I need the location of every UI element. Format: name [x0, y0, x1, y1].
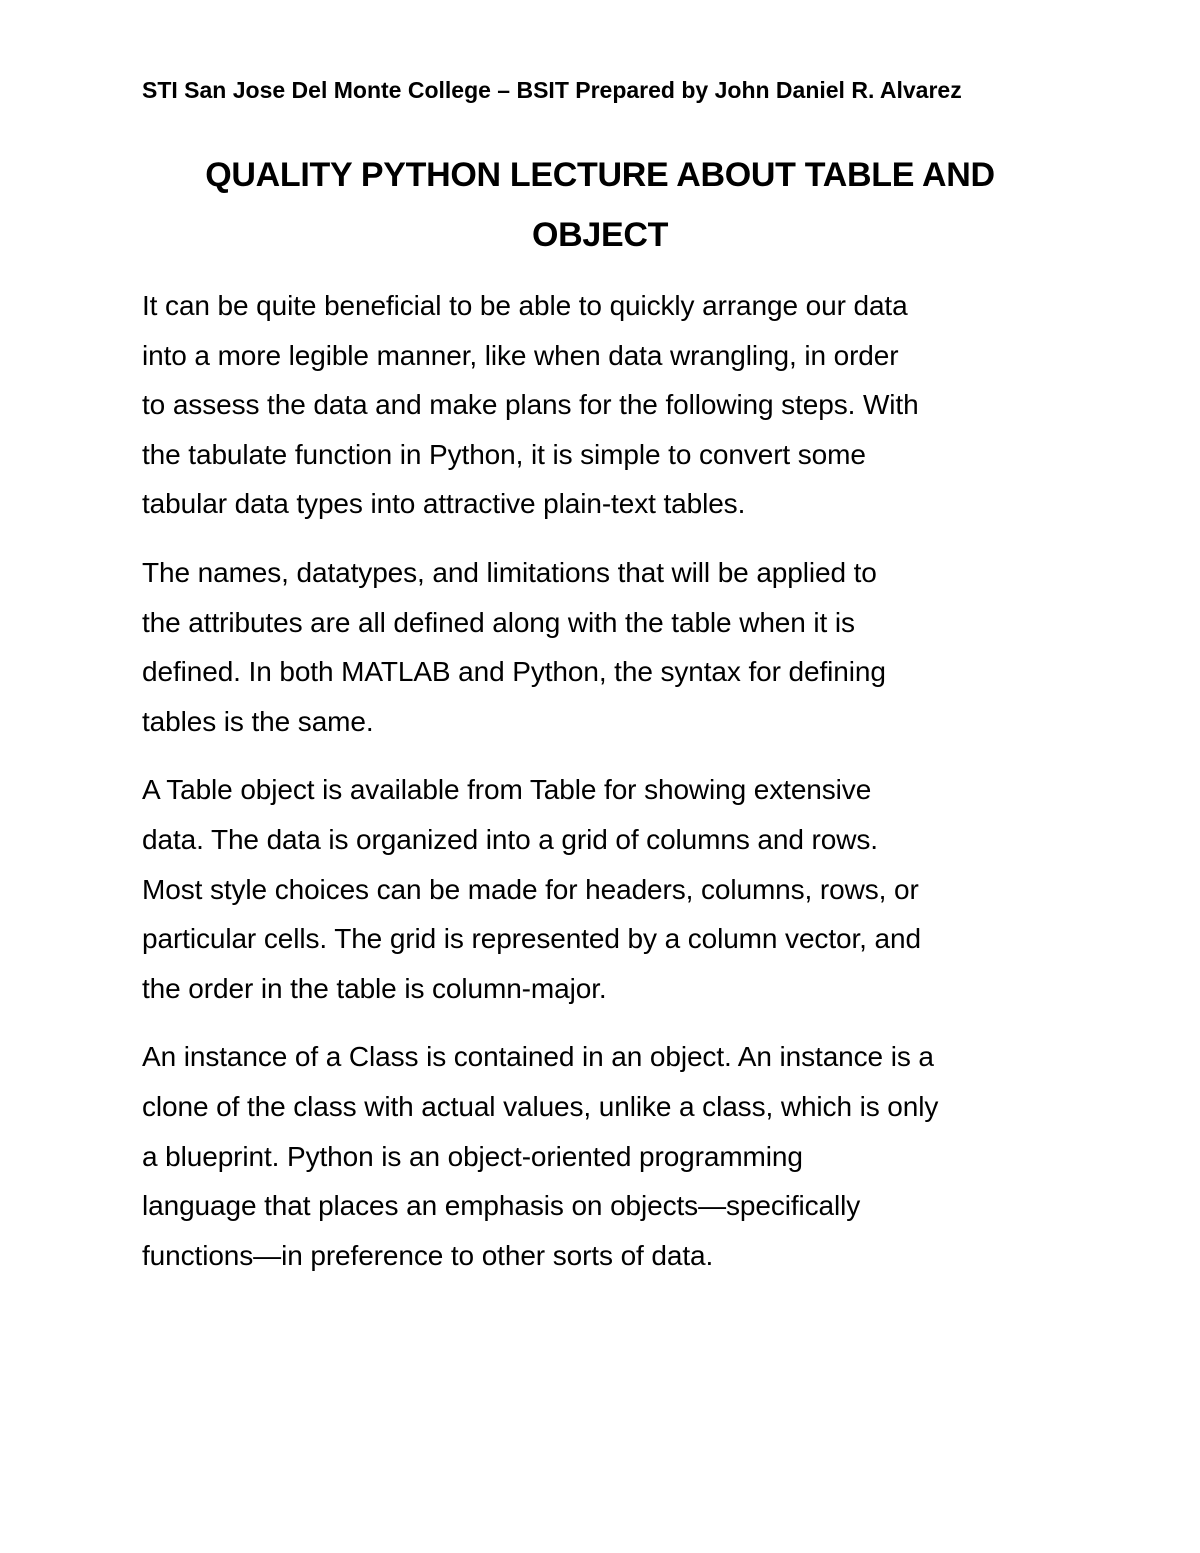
paragraph-line: the order in the table is column-major. [142, 972, 607, 1004]
paragraph-line: It can be quite beneficial to be able to quickly arrange our data [142, 290, 908, 321]
paragraph-line: to assess the data and make plans for the following steps. With [142, 389, 919, 421]
paragraph-line: the tabulate function in Python, it is simple to convert some [142, 438, 866, 470]
paragraph-line: The names, datatypes, and limitations that will be applied to [142, 556, 877, 588]
paragraph-line: defined. In both MATLAB and Python, the syntax for defining [142, 656, 886, 688]
paragraph-line: Most style choices can be made for headers, columns, rows, or [142, 873, 919, 905]
paragraph-line: tables is the same. [142, 705, 374, 737]
paragraph-line: A Table object is available from Table for showing extensive [142, 774, 872, 806]
paragraph-line: clone of the class with actual values, unlike a class, which is only [142, 1090, 939, 1122]
paragraph-object-instance [142, 1032, 1072, 1280]
title-line: QUALITY PYTHON LECTURE ABOUT TABLE AND [205, 156, 995, 194]
paragraph-line: a blueprint. Python is an object-oriented programming [142, 1140, 803, 1172]
paragraph-line: language that places an emphasis on objects—specifically [142, 1190, 861, 1222]
paragraph-line: tabular data types into attractive plain-text tables. [142, 488, 746, 520]
paragraph-table-definition [142, 548, 1072, 746]
paragraph-line: into a more legible manner, like when data wrangling, in order [142, 339, 899, 371]
paragraph-line: particular cells. The grid is represented by a column vector, and [142, 923, 921, 955]
paragraph-line: functions—in preference to other sorts of data. [142, 1239, 714, 1271]
title-line: OBJECT [531, 216, 669, 254]
paragraph-table-object [142, 765, 1072, 1013]
document-title [142, 145, 1058, 265]
paragraph-tabulate [142, 281, 1072, 529]
document-body [142, 281, 1072, 1299]
paragraph-line: An instance of a Class is contained in an object. An instance is a [142, 1041, 934, 1073]
paragraph-line: the attributes are all defined along with the table when it is [142, 606, 855, 638]
document-header: STI San Jose Del Monte College – BSIT Prepared by John Daniel R. Alvarez [142, 77, 962, 103]
paragraph-line: data. The data is organized into a grid of columns and rows. [142, 823, 878, 855]
